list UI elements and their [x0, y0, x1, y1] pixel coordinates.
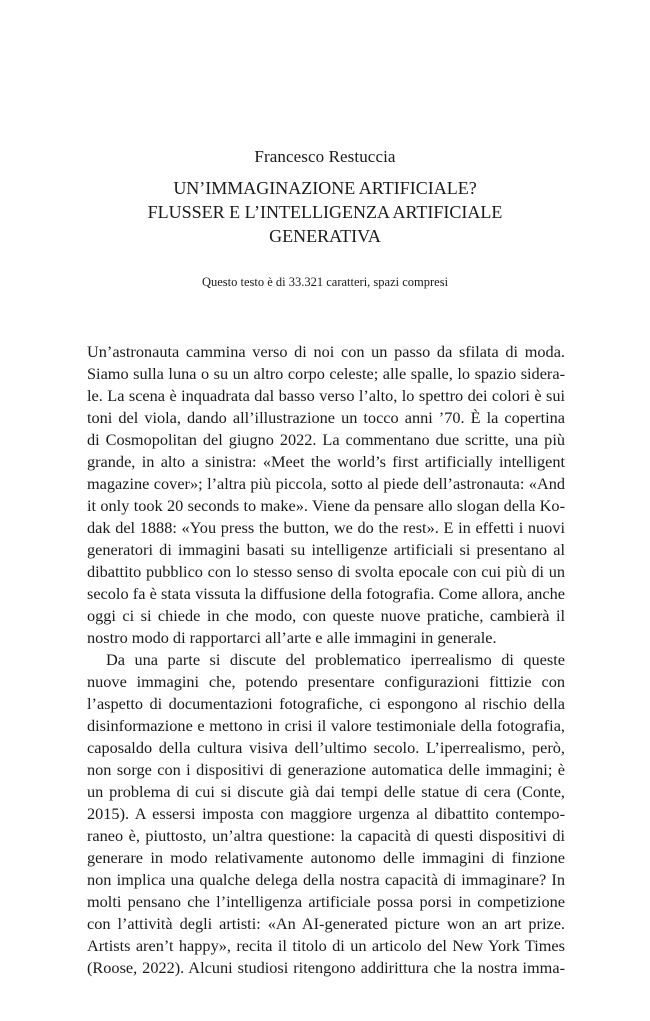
title-line-3: GENERATIVA [269, 226, 381, 246]
article-title [0, 176, 650, 248]
paragraph-2 [87, 649, 565, 979]
title-line-1: UN’IMMAGINAZIONE ARTIFICIALE? [173, 178, 477, 198]
text-line: toni del viola, dando all’illustrazione un tocco anni ’70. È la copertina [87, 408, 565, 427]
text-line: Artists aren’t happy», recita il titolo di un articolo del New York Times [87, 936, 565, 955]
text-line: non sorge con i dispositivi di generazione automatica delle immagini; è [87, 760, 565, 779]
text-line: oggi ci si chiede in che modo, con queste nuove pratiche, cambierà il [87, 606, 565, 625]
text-line: di Cosmopolitan del giugno 2022. La commentano due scritte, una più [87, 430, 565, 449]
title-line-2: FLUSSER E L’INTELLIGENZA ARTIFICIALE [147, 202, 503, 222]
text-line: caposaldo della cultura visiva dell’ultimo secolo. L’iperrealismo, però, [87, 738, 565, 757]
text-line: le. La scena è inquadrata dal basso verso l’alto, lo spettro dei colori è sui [87, 386, 565, 405]
text-line: dibattito pubblico con lo stesso senso di svolta epocale con cui più di un [87, 562, 565, 581]
text-line: con l’attività degli artisti: «An AI-generated picture won an art prize. [87, 914, 565, 933]
text-line: Un’astronauta cammina verso di noi con un passo da sfilata di moda. [87, 342, 565, 361]
text-line: (Roose, 2022). Alcuni studiosi ritengono addirittura che la nostra imma- [87, 958, 565, 977]
text-line: dak del 1888: «You press the button, we do the rest». E in effetti i nuovi [87, 518, 565, 537]
text-line: un problema di cui si discute già dai tempi delle statue di cera (Conte, [87, 782, 565, 801]
text-line: l’aspetto di documentazioni fotografiche, ci espongono al rischio della [87, 694, 565, 713]
text-line: generare in modo relativamente autonomo delle immagini di finzione [87, 848, 565, 867]
text-line: nuove immagini che, potendo presentare configurazioni fittizie con [87, 672, 565, 691]
text-line: raneo è, piuttosto, un’altra questione: la capacità di questi dispositivi di [87, 826, 565, 845]
text-line: nostro modo di rapportarci all’arte e alle immagini in generale. [87, 628, 497, 647]
text-line: it only took 20 seconds to make». Viene da pensare allo slogan della Ko- [87, 496, 565, 515]
text-line: 2015). A essersi imposta con maggiore urgenza al dibattito contempo- [87, 804, 565, 823]
character-count-note: Questo testo è di 33.321 caratteri, spazi compresi [201, 275, 449, 289]
text-line: generatori di immagini basati su intelligenze artificiali si presentano al [87, 540, 565, 559]
text-line: Da una parte si discute del problematico iperrealismo di queste [106, 650, 565, 669]
text-line: Siamo sulla luna o su un altro corpo celeste; alle spalle, lo spazio sidera- [87, 364, 565, 383]
text-line: secolo fa è stata vissuta la diffusione della fotografia. Come allora, anche [87, 584, 565, 603]
body-text [87, 341, 565, 979]
text-line: disinformazione e mettono in crisi il valore testimoniale della fotografia, [87, 716, 565, 735]
author-name: Francesco Restuccia [254, 147, 396, 166]
text-line: grande, in alto a sinistra: «Meet the world’s first artificially intelligent [87, 452, 565, 471]
text-line: magazine cover»; l’altra più piccola, sotto al piede dell’astronauta: «And [87, 474, 565, 493]
paragraph-1 [87, 341, 565, 649]
text-line: molti pensano che l’intelligenza artificiale possa porsi in competizione [87, 892, 565, 911]
text-line: non implica una qualche delega della nostra capacità di immaginare? In [87, 870, 565, 889]
